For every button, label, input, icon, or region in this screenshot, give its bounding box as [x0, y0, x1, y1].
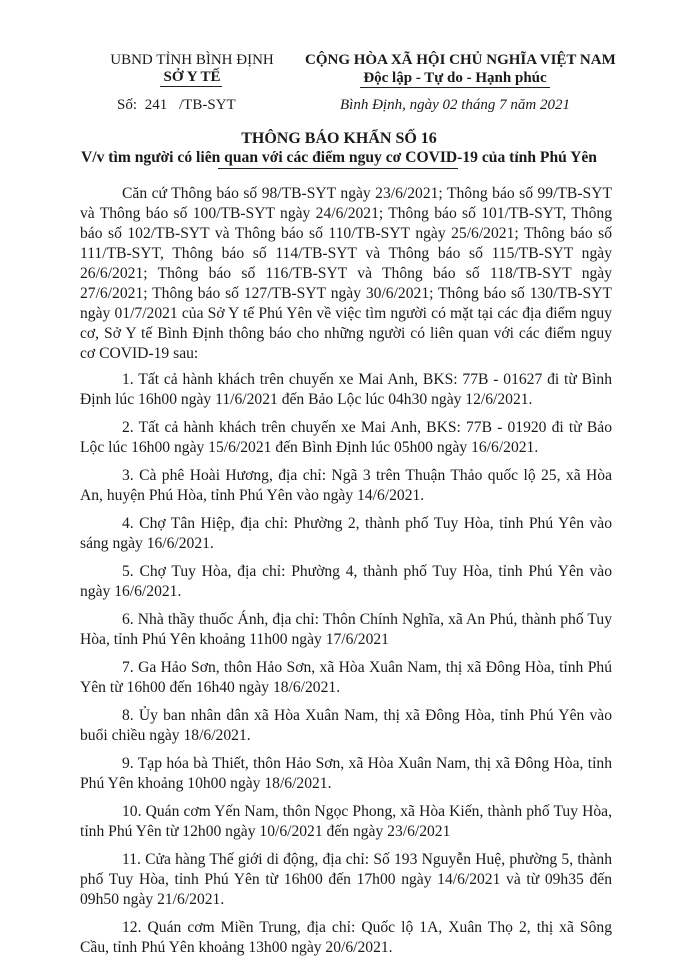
location-item-12: 12. Quán cơm Miền Trung, địa chỉ: Quốc lộ 1A, Xuân Thọ 2, thị xã Sông Cầu, tỉnh Phú Yên khoảng 13h00 ngày 20/6/2021.: [80, 919, 612, 956]
notice-title: THÔNG BÁO KHẨN SỐ 16: [241, 130, 437, 147]
nation-motto: Độc lập - Tự do - Hạnh phúc: [363, 70, 547, 86]
location-item-2: 2. Tất cả hành khách trên chuyến xe Mai Anh, BKS: 77B - 01920 đi từ Bảo Lộc lúc 16h00 ngày 15/6/2021 đến Bình Định lúc 05h00 ngày 16/6/2021.: [80, 419, 612, 456]
location-item-6: 6. Nhà thầy thuốc Ánh, địa chỉ: Thôn Chính Nghĩa, xã An Phú, thành phố Tuy Hòa, tỉnh Phú Yên khoảng 11h00 ngày 17/6/2021: [80, 611, 612, 648]
location-item-1: 1. Tất cả hành khách trên chuyến xe Mai Anh, BKS: 77B - 01627 đi từ Bình Định lúc 16h00 ngày 11/6/2021 đến Bảo Lộc lúc 04h30 ngày 12/6/2021.: [80, 371, 612, 408]
department-name: SỞ Y TẾ: [163, 69, 221, 85]
notice-subject: V/v tìm người có liên quan với các điểm nguy cơ COVID-19 của tỉnh Phú Yên: [81, 149, 597, 166]
document-number: [117, 96, 236, 114]
intro-paragraph: Căn cứ Thông báo số 98/TB-SYT ngày 23/6/2021; Thông báo số 99/TB-SYT và Thông báo số 100/TB-SYT ngày 24/6/2021; Thông báo số 101/TB-SYT, Thông báo số 102/TB-SYT và Thông báo số 110/TB-SYT ngày 25/6/2021; Thông báo số 111/TB-SYT, Thông báo số 114/TB-SYT và Thông báo số 115/TB-SYT ngày 26/6/2021; Thông báo số 116/TB-SYT và Thông báo số 118/TB-SYT ngày 27/6/2021; Thông báo số 127/TB-SYT ngày 30/6/2021; Thông báo số 130/TB-SYT ngày 01/7/2021 của Sở Y tế Phú Yên về việc tìm người có mặt tại các địa điểm nguy cơ, Sở Y tế Bình Định thông báo cho những người có liên quan với các điểm nguy cơ COVID-19 sau:: [80, 185, 612, 362]
location-item-8: 8. Ủy ban nhân dân xã Hòa Xuân Nam, thị xã Đông Hòa, tỉnh Phú Yên vào buổi chiều ngày 18/6/2021.: [80, 707, 612, 744]
location-item-9: 9. Tạp hóa bà Thiết, thôn Hảo Sơn, xã Hòa Xuân Nam, thị xã Đông Hòa, tỉnh Phú Yên khoảng 10h00 ngày 18/6/2021.: [80, 755, 612, 792]
department-underline: [160, 86, 222, 87]
document-number-prefix: Số:: [117, 97, 138, 113]
location-item-7: 7. Ga Hảo Sơn, thôn Hảo Sơn, xã Hòa Xuân Nam, thị xã Đông Hòa, tỉnh Phú Yên từ 16h00 đến 16h40 ngày 18/6/2021.: [80, 659, 612, 696]
motto-underline: [360, 87, 550, 88]
location-item-5: 5. Chợ Tuy Hòa, địa chỉ: Phường 4, thành phố Tuy Hòa, tỉnh Phú Yên vào ngày 16/6/2021.: [80, 563, 612, 600]
document-number-value: 241: [144, 97, 168, 113]
location-item-10: 10. Quán cơm Yến Nam, thôn Ngọc Phong, xã Hòa Kiến, thành phố Tuy Hòa, tỉnh Phú Yên từ 12h00 ngày 10/6/2021 đến ngày 23/6/2021: [80, 803, 612, 840]
issuing-authority: UBND TỈNH BÌNH ĐỊNH: [110, 52, 274, 68]
notice-body: [80, 184, 612, 966]
location-item-4: 4. Chợ Tân Hiệp, địa chỉ: Phường 2, thành phố Tuy Hòa, tỉnh Phú Yên vào sáng ngày 16/6/2021.: [80, 515, 612, 552]
location-item-3: 3. Cà phê Hoài Hương, địa chỉ: Ngã 3 trên Thuận Thảo quốc lộ 25, xã Hòa An, huyện Phú Hòa, tỉnh Phú Yên vào ngày 14/6/2021.: [80, 467, 612, 504]
subject-underline: [218, 168, 458, 169]
document-number-suffix: /TB-SYT: [179, 97, 236, 113]
location-item-11: 11. Cửa hàng Thế giới di động, địa chỉ: Số 193 Nguyễn Huệ, phường 5, thành phố Tuy Hòa, tỉnh Phú Yên từ 16h00 đến 17h00 ngày 14/6/2021 và từ 09h35 đến 09h50 ngày 21/6/2021.: [80, 851, 612, 908]
date-line: Bình Định, ngày 02 tháng 7 năm 2021: [340, 97, 570, 113]
nation-title: CỘNG HÒA XÃ HỘI CHỦ NGHĨA VIỆT NAM: [305, 52, 616, 68]
